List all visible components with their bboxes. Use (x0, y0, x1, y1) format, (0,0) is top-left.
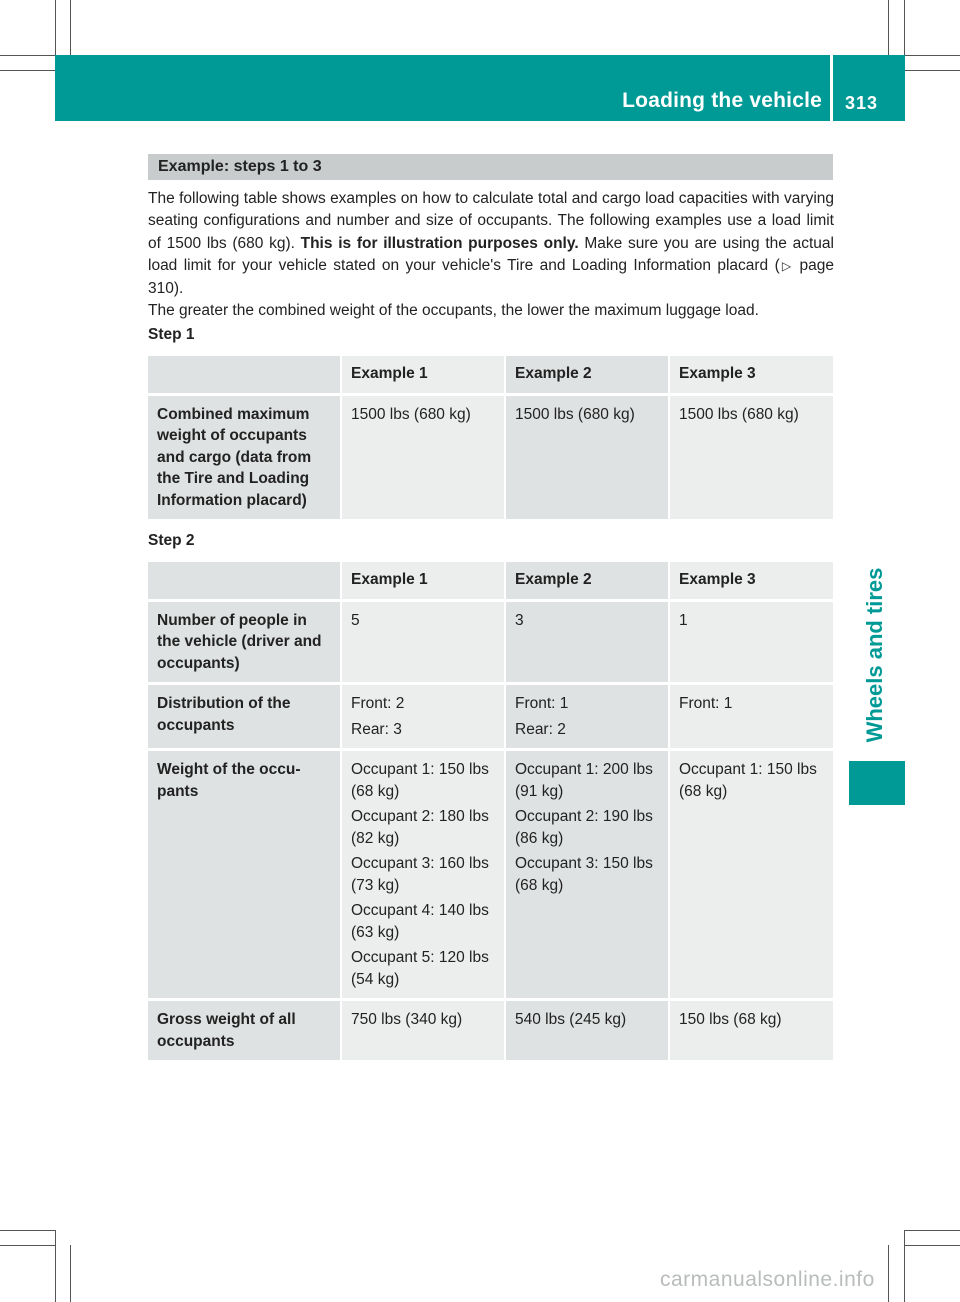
intro-paragraph (148, 188, 834, 300)
step-2-label: Step 2 (148, 532, 195, 549)
header-divider (830, 55, 833, 121)
side-tab-text: Wheels and tires (862, 567, 887, 743)
page-ref-link[interactable]: page 310). (148, 257, 834, 297)
cell-line: Occupant 1: 200 lbs (91 kg) (515, 761, 653, 800)
cell-line: 5 (351, 611, 360, 629)
crop-mark (904, 1230, 905, 1302)
cell-line: Rear: 2 (515, 720, 566, 738)
table-header-cell: Example 2 (505, 562, 669, 600)
cell-line: Occupant 4: 140 lbs (63 kg) (351, 902, 489, 941)
table-cell (505, 1000, 669, 1062)
table-header-cell (148, 562, 341, 600)
step-1-table (148, 356, 833, 522)
cell-line: 3 (515, 611, 524, 629)
row-label: Combined maximum weight of occupants and cargo (data from the Tire and Loading Information placard) (148, 394, 341, 521)
crop-mark (904, 0, 905, 55)
intro-text-b: Make sure you are using the actual load limit for your vehicle stated on your vehicle's Tire and Loading Information placard ( (148, 234, 834, 275)
cell-line: Front: 1 (679, 695, 733, 712)
table-header-cell: Example 3 (669, 356, 833, 394)
table-cell (341, 750, 505, 1000)
page-ref-arrow-icon: ▷ (779, 259, 794, 274)
table-row (148, 1000, 833, 1062)
crop-mark (0, 1230, 55, 1231)
crop-mark (905, 1245, 960, 1246)
crop-mark (70, 0, 71, 55)
table-cell (505, 684, 669, 750)
cell-line: Occupant 3: 150 lbs (68 kg) (515, 855, 653, 894)
row-label: Number of people in the vehicle (driver and occupants) (148, 600, 341, 684)
cell-line: 150 lbs (68 kg) (679, 1011, 782, 1028)
table-header-cell: Example 3 (669, 562, 833, 600)
table-cell (669, 1000, 833, 1062)
table-cell (341, 684, 505, 750)
crop-mark (888, 0, 889, 55)
cell-line: 1500 lbs (680 kg) (515, 405, 635, 423)
crop-mark (55, 0, 56, 55)
watermark: carmanualsonline.info (660, 1268, 875, 1291)
cell-line: 1 (679, 611, 688, 629)
table-header-cell: Example 1 (341, 356, 505, 394)
crop-mark (905, 1230, 960, 1231)
table-cell (505, 600, 669, 684)
row-label: Gross weight of all occupants (148, 1000, 341, 1062)
crop-mark (55, 1230, 56, 1302)
page-title: Loading the vehicle (622, 89, 822, 112)
table-row (148, 394, 833, 521)
cell-line: Occupant 1: 150 lbs (68 kg) (351, 761, 489, 800)
crop-mark (70, 1245, 71, 1302)
cell-line: Occupant 1: 150 lbs (68 kg) (679, 761, 817, 800)
table-row (148, 750, 833, 1000)
table-cell (669, 394, 833, 521)
table-cell (669, 684, 833, 750)
cell-line: Front: 2 (351, 695, 405, 712)
table-header-cell: Example 1 (341, 562, 505, 600)
crop-mark (888, 1245, 889, 1302)
page-number: 313 (845, 93, 879, 113)
row-label: Weight of the occu-pants (148, 750, 341, 1000)
cell-line: Front: 1 (515, 695, 569, 712)
intro-text-a: The following table shows examples on how to calculate total and cargo load capacities with varying seating configurations and number and size of occupants. The following examples use a load limit of 1500 lbs (680 kg). (148, 190, 834, 252)
table-cell (341, 1000, 505, 1062)
table-cell (505, 750, 669, 1000)
table-cell (341, 394, 505, 521)
crop-mark (0, 70, 55, 71)
intro-text-bold: This is for illustration purposes only. (300, 234, 579, 252)
step-1-label: Step 1 (148, 326, 195, 343)
side-tab-marker (849, 761, 905, 805)
table-cell (669, 750, 833, 1000)
cell-line: Occupant 3: 160 lbs (73 kg) (351, 855, 489, 894)
side-tab-label (845, 560, 905, 750)
table-header-row (148, 562, 833, 600)
table-cell (341, 600, 505, 684)
cell-line: Occupant 2: 190 lbs (86 kg) (515, 808, 653, 847)
cell-line: 1500 lbs (680 kg) (351, 405, 471, 423)
table-cell (669, 600, 833, 684)
cell-line: 750 lbs (340 kg) (351, 1011, 463, 1028)
crop-mark (905, 70, 960, 71)
table-cell (505, 394, 669, 521)
note-paragraph: The greater the combined weight of the occupants, the lower the maximum luggage load. (148, 302, 759, 319)
table-row (148, 684, 833, 750)
cell-line: Occupant 5: 120 lbs (54 kg) (351, 949, 489, 988)
cell-line: 1500 lbs (680 kg) (679, 405, 799, 423)
cell-line: Occupant 2: 180 lbs (82 kg) (351, 808, 489, 847)
table-row (148, 600, 833, 684)
table-header-cell (148, 356, 341, 394)
section-heading: Example: steps 1 to 3 (148, 154, 833, 180)
step-2-table (148, 562, 833, 1063)
crop-mark (0, 1245, 55, 1246)
row-label: Distribution of the occupants (148, 684, 341, 750)
cell-line: 540 lbs (245 kg) (515, 1011, 627, 1028)
table-header-row (148, 356, 833, 394)
table-header-cell: Example 2 (505, 356, 669, 394)
cell-line: Rear: 3 (351, 720, 402, 738)
